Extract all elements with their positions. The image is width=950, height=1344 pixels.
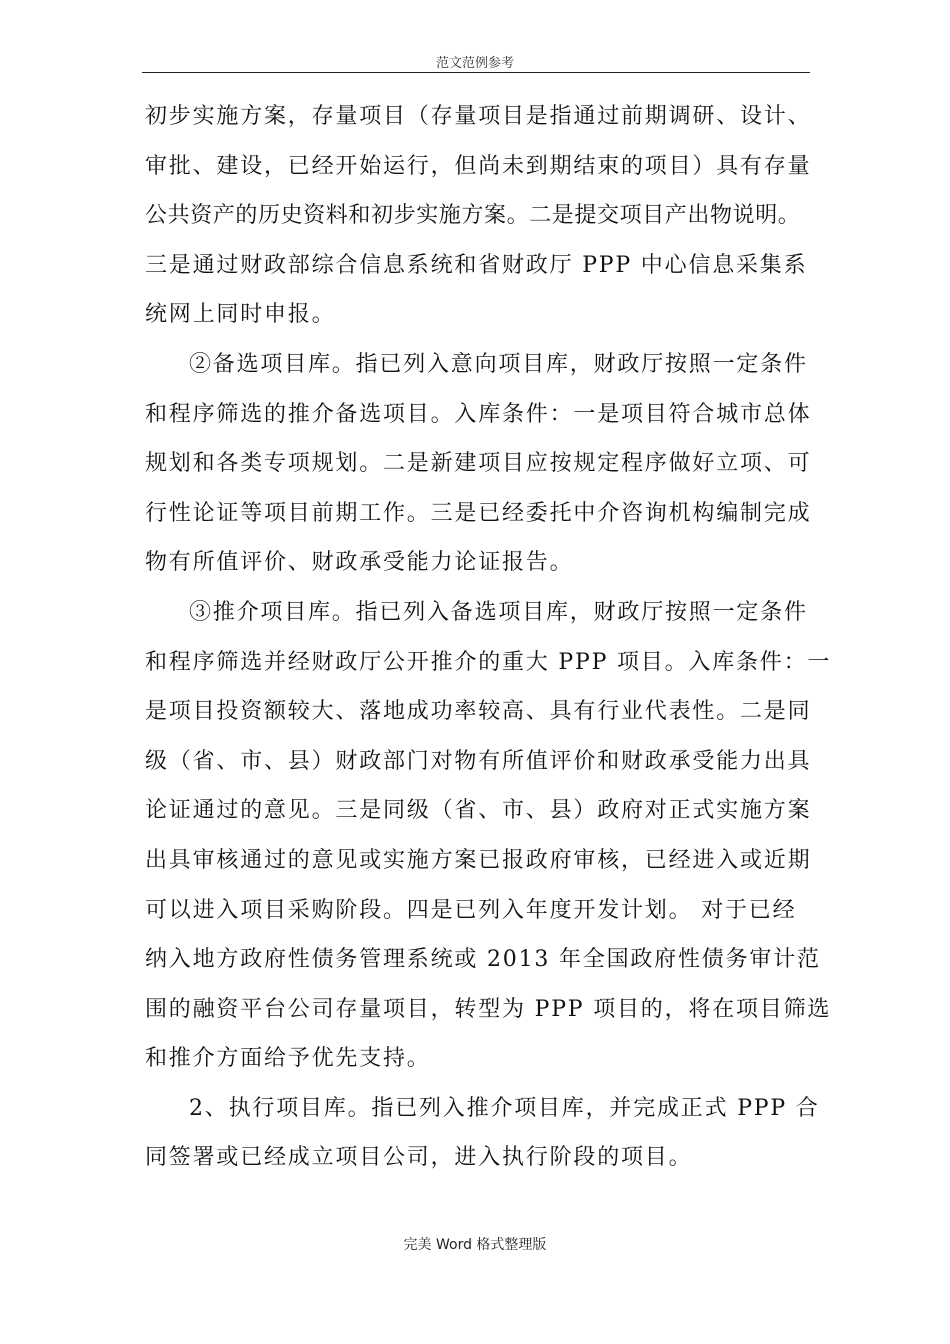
text-line: 审批、建设，已经开始运行，但尚未到期结束的项目）具有存量: [145, 153, 812, 179]
text-line: 同签署或已经成立项目公司，进入执行阶段的项目。: [145, 1145, 693, 1171]
text-line: 可以进入项目采购阶段。四是已列入年度开发计划。 对于已经: [145, 897, 797, 923]
header-rule: [142, 72, 810, 73]
page-footer: 完美 Word 格式整理版: [403, 1237, 547, 1253]
text-line: 论证通过的意见。三是同级（省、市、县）政府对正式实施方案: [145, 798, 812, 824]
text-line: 纳入地方政府性债务管理系统或 2013 年全国政府性债务审计范: [145, 947, 821, 973]
text-line: 和程序筛选并经财政厅公开推介的重大 PPP 项目。入库条件：一: [145, 649, 832, 675]
text-line: 是项目投资额较大、落地成功率较高、具有行业代表性。二是同: [145, 699, 812, 725]
text-line: 行性论证等项目前期工作。三是已经委托中介咨询机构编制完成: [145, 500, 812, 526]
text-line: 三是通过财政部综合信息系统和省财政厅 PPP 中心信息采集系: [145, 252, 808, 278]
text-line: 公共资产的历史资料和初步实施方案。二是提交项目产出物说明。: [145, 203, 801, 229]
text-line: 出具审核通过的意见或实施方案已报政府审核，已经进入或近期: [145, 847, 812, 873]
document-body: [145, 92, 832, 1183]
text-line: 初步实施方案，存量项目（存量项目是指通过前期调研、设计、: [145, 104, 812, 129]
paragraph-start: 2、执行项目库。指已列入推介项目库，并完成正式 PPP 合: [189, 1095, 820, 1121]
page-header: 范文范例参考: [435, 56, 514, 71]
text-line: 统网上同时申报。: [145, 302, 336, 328]
paragraph-start: ②备选项目库。指已列入意向项目库，财政厅按照一定条件: [189, 351, 808, 377]
paragraph-start: ③推介项目库。指已列入备选项目库，财政厅按照一定条件: [189, 599, 808, 625]
text-line: 围的融资平台公司存量项目，转型为 PPP 项目的，将在项目筛选: [145, 996, 832, 1022]
text-line: 规划和各类专项规划。二是新建项目应按规定程序做好立项、可: [145, 451, 812, 477]
text-line: 和推介方面给予优先支持。: [145, 1046, 431, 1072]
text-line: 和程序筛选的推介备选项目。入库条件：一是项目符合城市总体: [145, 401, 812, 427]
text-line: 物有所值评价、财政承受能力论证报告。: [145, 550, 574, 576]
text-line: 级（省、市、县）财政部门对物有所值评价和财政承受能力出具: [145, 748, 812, 774]
